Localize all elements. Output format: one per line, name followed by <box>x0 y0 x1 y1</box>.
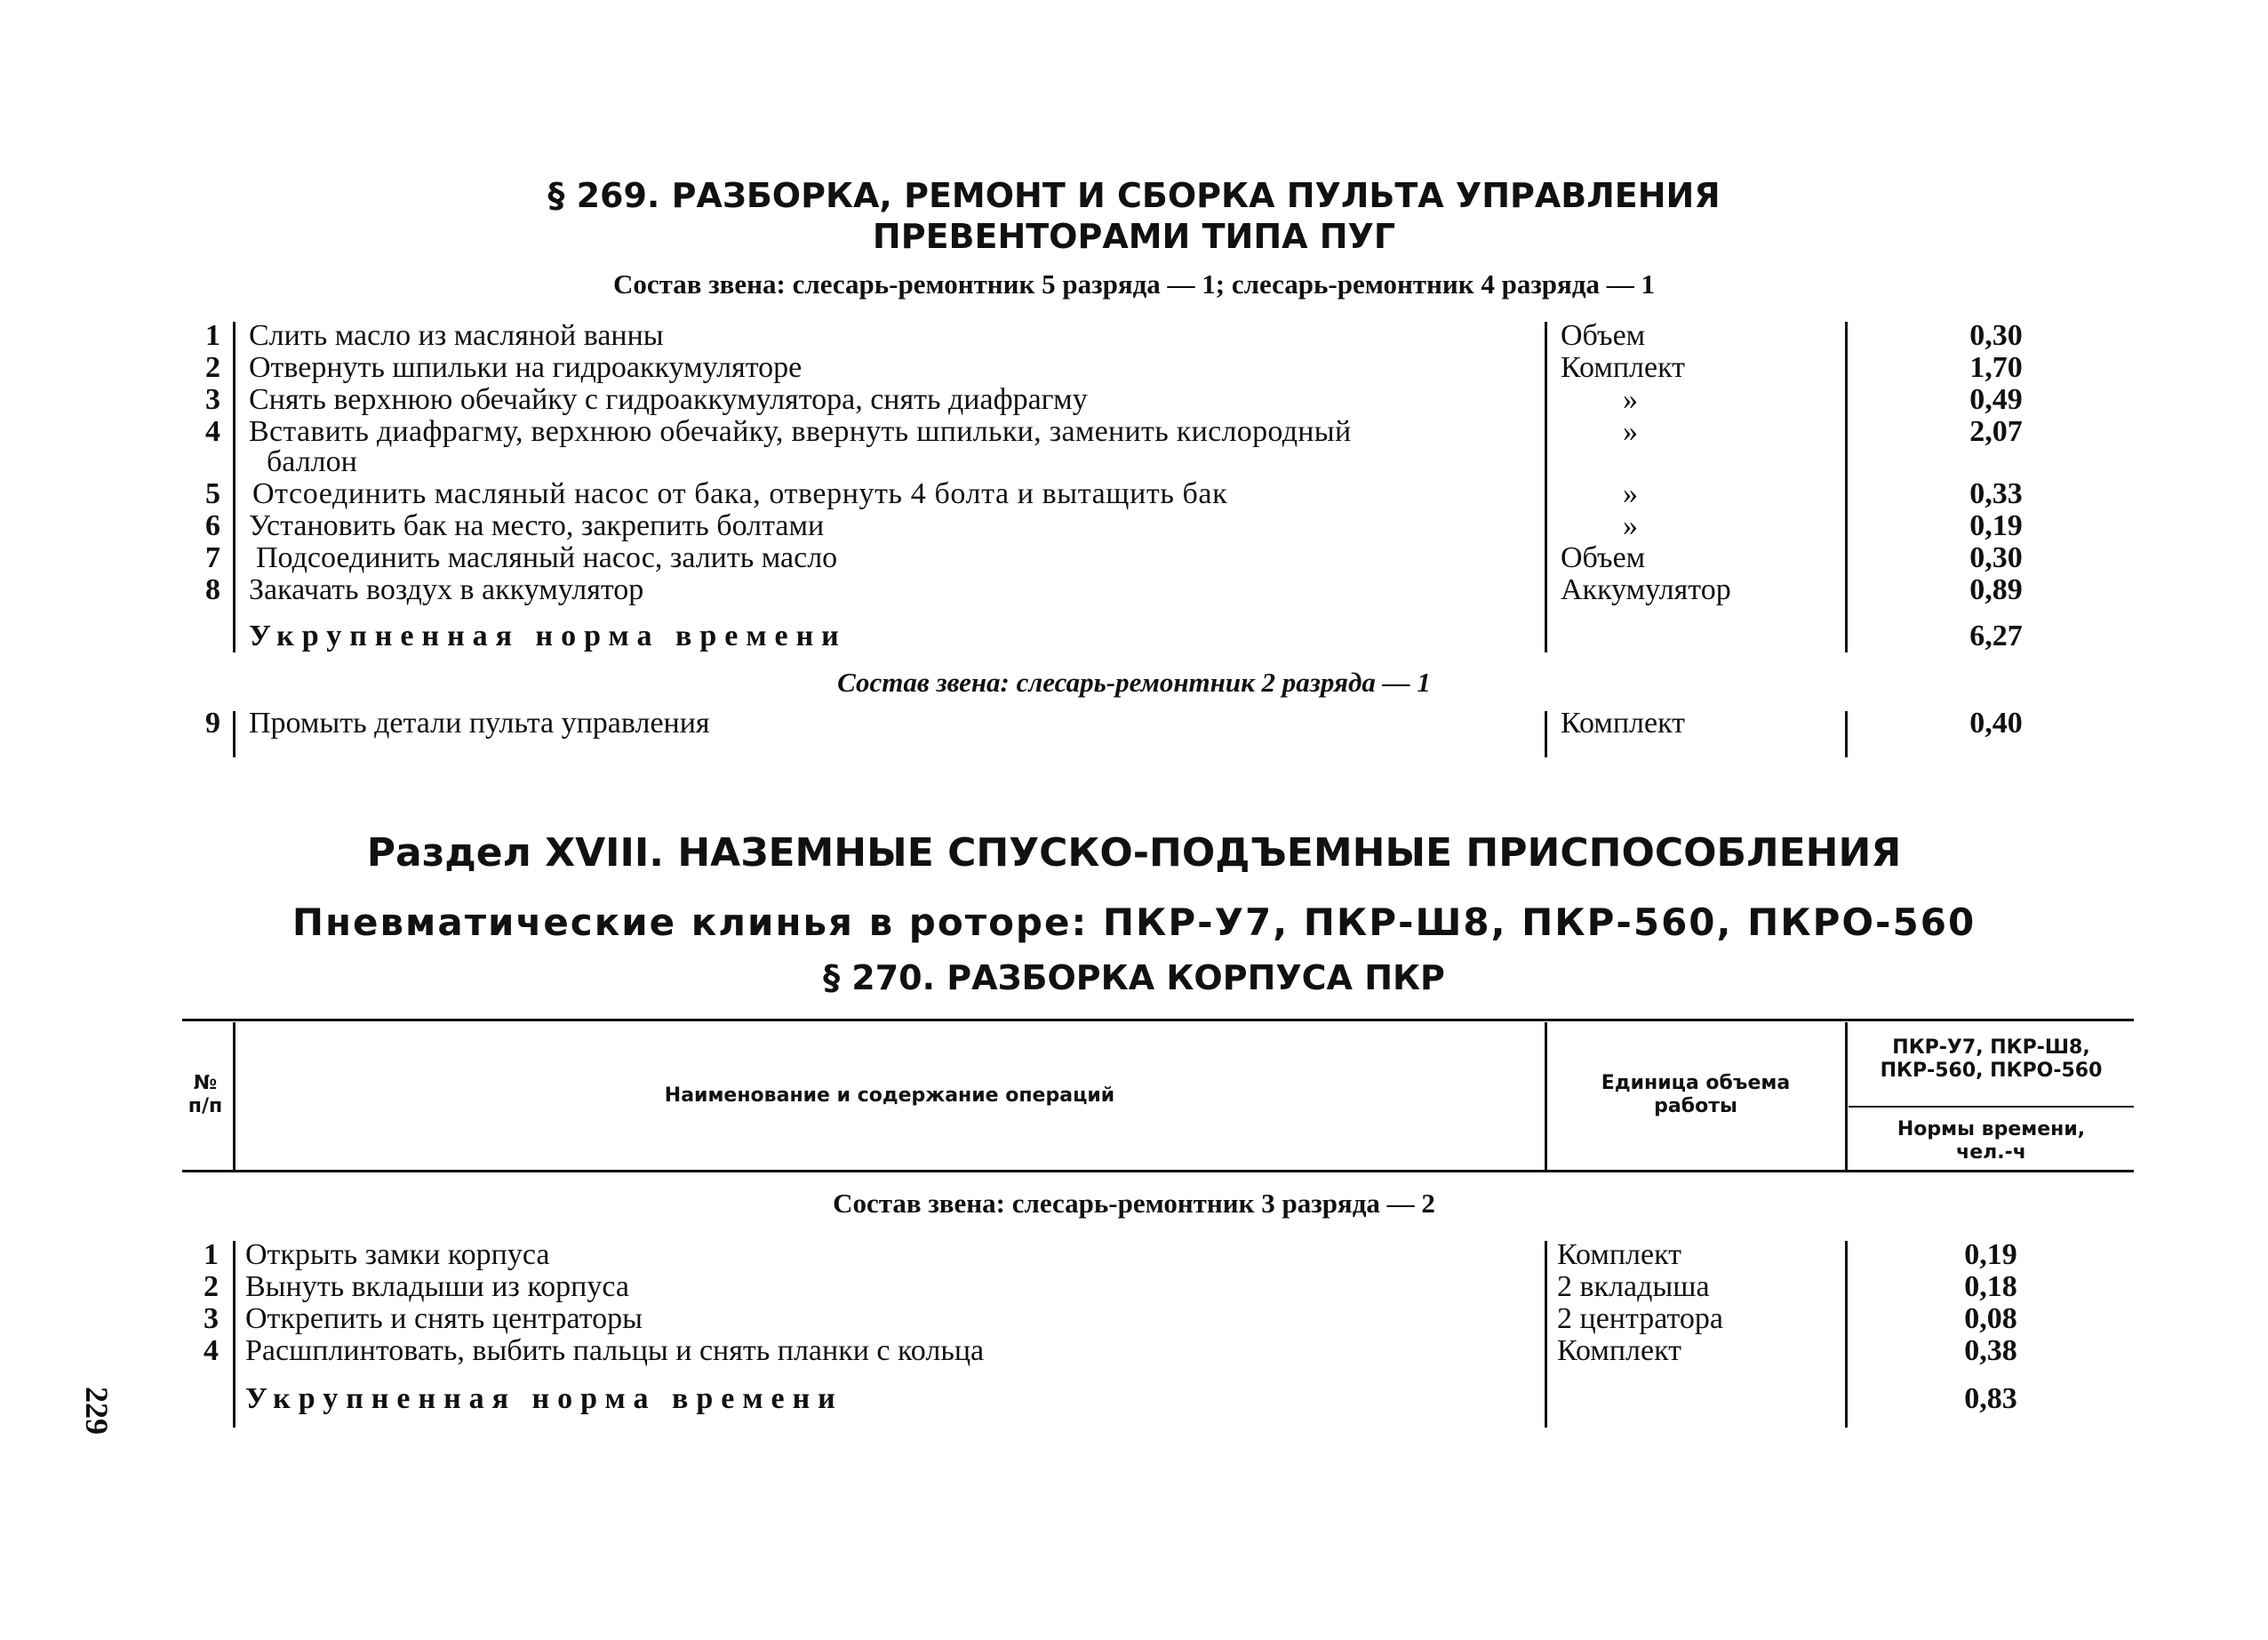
row-number: 1 <box>204 1238 219 1271</box>
norm-value: 0,08 <box>1964 1302 2017 1335</box>
operation-name-continuation: баллон <box>267 445 357 478</box>
table-row <box>0 1303 2268 1335</box>
total-row <box>0 1383 2268 1415</box>
table-row <box>0 708 2268 740</box>
norm-value: 0,40 <box>1969 707 2023 740</box>
total-value: 6,27 <box>1969 620 2023 652</box>
table-row <box>0 478 2268 510</box>
row-number: 9 <box>205 707 220 740</box>
norm-value: 0,30 <box>1969 541 2023 574</box>
row-number: 4 <box>204 1334 219 1367</box>
norm-value: 0,89 <box>1969 573 2023 606</box>
table-row <box>0 1239 2268 1271</box>
operation-name: Вынуть вкладыши из корпуса <box>245 1270 629 1303</box>
unit: Аккумулятор <box>1561 573 1731 606</box>
total-label: Укрупненная норма времени <box>249 620 847 652</box>
header-rule <box>1845 1022 1848 1170</box>
operation-name: Расшплинтовать, выбить пальцы и снять планки с кольца <box>245 1334 985 1367</box>
row-number: 3 <box>204 1302 219 1335</box>
norm-value: 0,38 <box>1964 1334 2017 1367</box>
unit: Объем <box>1561 319 1646 352</box>
operation-name: Отсоединить масляный насос от бака, отвернуть 4 болта и вытащить бак <box>252 477 1228 510</box>
operation-name: Открепить и снять центраторы <box>245 1302 643 1335</box>
header-unit <box>1546 1072 1845 1118</box>
norm-value: 0,33 <box>1969 477 2023 510</box>
header-models-line2: ПКР-560, ПКРО-560 <box>1880 1060 2103 1082</box>
operation-name: Снять верхнюю обечайку с гидроаккумулятора, снять диафрагму <box>249 383 1088 416</box>
section-title: Раздел XVIII. НАЗЕМНЫЕ СПУСКО-ПОДЪЕМНЫЕ ПРИСПОСОБЛЕНИЯ <box>366 830 1902 876</box>
norm-value: 2,07 <box>1969 415 2023 448</box>
table-row <box>0 574 2268 606</box>
table-row <box>0 1271 2268 1303</box>
norm-value: 1,70 <box>1969 351 2023 384</box>
page-number: 229 <box>79 1387 115 1435</box>
row-number: 5 <box>205 477 220 510</box>
table-header-split-rule <box>1849 1106 2134 1108</box>
norm-value: 0,49 <box>1969 383 2023 416</box>
header-norm-line1: Нормы времени, <box>1897 1118 2086 1140</box>
unit: Комплект <box>1557 1334 1682 1367</box>
norm-value: 0,30 <box>1969 319 2023 352</box>
row-number: 2 <box>205 351 220 384</box>
section-subtitle: Пневматические клинья в роторе: ПКР-У7, ПКР-Ш8, ПКР-560, ПКРО-560 <box>291 900 1977 944</box>
header-models <box>1849 1036 2134 1083</box>
header-unit-line1: Единица объема <box>1601 1072 1791 1094</box>
table-row <box>0 542 2268 574</box>
operation-name: Подсоединить масляный насос, залить масло <box>256 541 838 574</box>
section-269-title-line2: ПРЕВЕНТОРАМИ ТИПА ПУГ <box>872 217 1396 256</box>
header-number-symbol: № <box>193 1072 218 1094</box>
header-operation-name: Наименование и содержание операций <box>664 1084 1115 1107</box>
unit: Комплект <box>1561 707 1686 740</box>
table-row <box>0 384 2268 416</box>
table-row-continuation <box>0 446 2268 478</box>
row-number: 8 <box>205 573 220 606</box>
table-row <box>0 416 2268 448</box>
total-value: 0,83 <box>1964 1382 2017 1415</box>
unit: » <box>1623 383 1638 416</box>
table-header-bottom-rule <box>182 1170 2134 1172</box>
unit: 2 вкладыша <box>1557 1270 1710 1303</box>
norm-value: 0,18 <box>1964 1270 2017 1303</box>
operation-name: Закачать воздух в аккумулятор <box>249 573 644 606</box>
row-number: 1 <box>205 319 220 352</box>
total-row <box>0 620 2268 652</box>
paragraph-270-title: § 270. РАЗБОРКА КОРПУСА ПКР <box>823 958 1445 997</box>
unit: Объем <box>1561 541 1646 574</box>
table-row <box>0 510 2268 542</box>
norm-value: 0,19 <box>1969 509 2023 542</box>
header-number <box>178 1072 233 1118</box>
unit: » <box>1623 509 1638 542</box>
total-label: Укрупненная норма времени <box>245 1382 843 1415</box>
row-number: 7 <box>205 541 220 574</box>
crew-line-2: Состав звена: слесарь-ремонтник 2 разряда — 1 <box>837 667 1431 698</box>
row-number: 6 <box>205 509 220 542</box>
row-number: 3 <box>205 383 220 416</box>
table-top-rule <box>182 1019 2134 1021</box>
operation-name: Промыть детали пульта управления <box>249 707 710 740</box>
crew-line-1: Состав звена: слесарь-ремонтник 5 разряда — 1; слесарь-ремонтник 4 разряда — 1 <box>612 268 1656 300</box>
operation-name: Открыть замки корпуса <box>245 1238 550 1271</box>
operation-name: Слить масло из масляной ванны <box>249 319 664 352</box>
row-number: 2 <box>204 1270 219 1303</box>
operation-name: Вставить диафрагму, верхнюю обечайку, ввернуть шпильки, заменить кислородный <box>249 415 1352 448</box>
table-row <box>0 1335 2268 1367</box>
header-unit-line2: работы <box>1654 1095 1737 1117</box>
row-number: 4 <box>205 415 220 448</box>
header-norm-line2: чел.-ч <box>1956 1141 2026 1164</box>
unit: Комплект <box>1557 1238 1682 1271</box>
table-row <box>0 320 2268 352</box>
unit: 2 центратора <box>1557 1302 1723 1335</box>
header-number-label: п/п <box>188 1095 223 1117</box>
unit: » <box>1623 415 1638 448</box>
operation-name: Установить бак на место, закрепить болтами <box>249 509 825 542</box>
unit: Комплект <box>1561 351 1686 384</box>
section-269-title-line1: § 269. РАЗБОРКА, РЕМОНТ И СБОРКА ПУЛЬТА УПРАВЛЕНИЯ <box>547 176 1721 215</box>
crew-line-3: Состав звена: слесарь-ремонтник 3 разряда — 2 <box>833 1188 1435 1219</box>
table-row <box>0 352 2268 384</box>
unit: » <box>1623 477 1638 510</box>
operation-name: Отвернуть шпильки на гидроаккумуляторе <box>249 351 803 384</box>
header-models-line1: ПКР-У7, ПКР-Ш8, <box>1892 1036 2090 1059</box>
norm-value: 0,19 <box>1964 1238 2017 1271</box>
header-norm <box>1849 1118 2134 1164</box>
